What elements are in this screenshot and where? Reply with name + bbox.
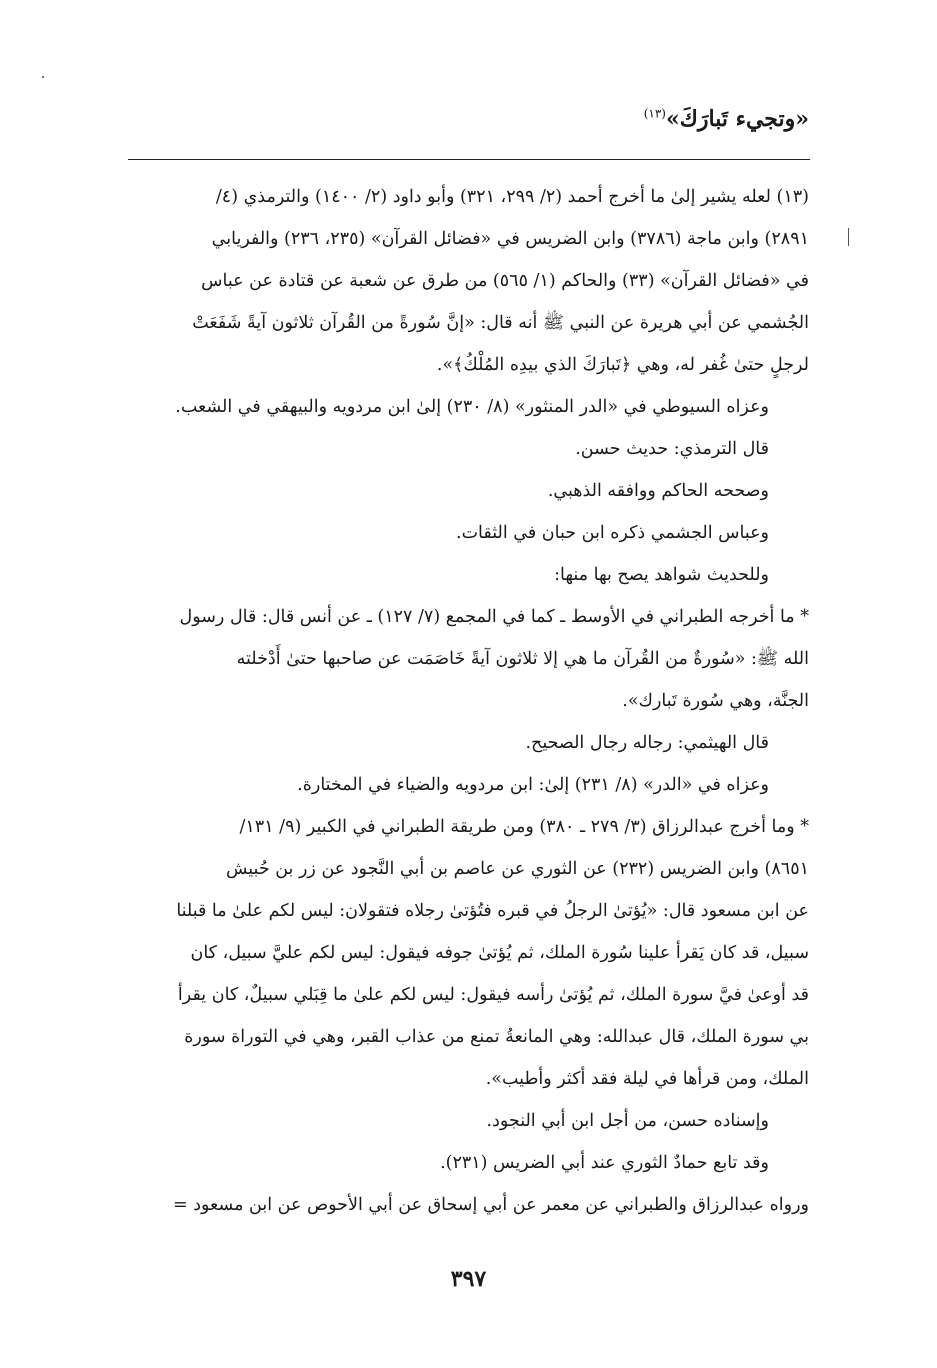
footnote-line: الملك، ومن قرأها في ليلة فقد أكثر وأطيب». xyxy=(485,1069,809,1089)
page-number: ٣٩٧ xyxy=(450,1266,487,1292)
footnote-line: بي سورة الملك، قال عبدالله: وهي المانعةُ تمنع من عذاب القبر، وهي في التوراة سورة xyxy=(184,1027,809,1047)
footnote-line: سبيل، قد كان يَقرأ علينا سُورة الملك، ثم يُؤتىٰ جوفه فيقول: ليس لكم عليَّ سبيل، كان xyxy=(190,943,809,963)
footnote-line: (١٣) لعله يشير إلىٰ ما أخرج أحمد (٢/ ٢٩٩، ٣٢١) وأبو داود (٢/ ١٤٠٠) والترمذي (٤/ xyxy=(215,187,809,207)
footnote-line: الجنَّة، وهي سُورة تَبارك». xyxy=(622,691,809,711)
footnote-line: لرجلٍ حتىٰ غُفر له، وهي ﴿تَبارَكَ الذي بيدِه المُلْكُ﴾». xyxy=(436,355,809,375)
footnote-line: وعباس الجشمي ذكره ابن حبان في الثقات. xyxy=(456,523,769,543)
footnote-divider xyxy=(128,159,810,160)
footnote-line: * وما أخرج عبدالرزاق (٣/ ٢٧٩ ـ ٣٨٠) ومن طريقة الطبراني في الكبير (٩/ ١٣١/ xyxy=(239,817,809,837)
footnotes-block xyxy=(119,176,809,1226)
footnote-line: وقد تابع حمادٌ الثوري عند أبي الضريس (٢٣١). xyxy=(440,1153,769,1173)
margin-pencil-mark xyxy=(848,228,849,246)
footnote-line: قد أوعىٰ فيَّ سورة الملك، ثم يُؤتىٰ رأسه فيقول: ليس لكم علىٰ ما قِبَلي سبيلٌ، كان يقرأ xyxy=(177,985,809,1005)
footnote-line: في «فضائل القرآن» (٣٣) والحاكم (١/ ٥٦٥) من طرق عن شعبة عن قتادة عن عباس xyxy=(201,271,809,291)
footnote-line: وإسناده حسن، من أجل ابن أبي النجود. xyxy=(486,1111,769,1131)
footnote-line: وعزاه السيوطي في «الدر المنثور» (٨/ ٢٣٠) إلىٰ ابن مردويه والبيهقي في الشعب. xyxy=(175,397,769,417)
main-text xyxy=(644,106,809,132)
footnote-line: * ما أخرجه الطبراني في الأوسط ـ كما في المجمع (٧/ ١٢٧) ـ عن أنس قال: قال رسول xyxy=(179,607,809,627)
footnote-line: قال الترمذي: حديث حسن. xyxy=(575,439,769,459)
footnote-line: قال الهيثمي: رجاله رجال الصحيح. xyxy=(525,733,769,753)
footnote-line: الجُشمي عن أبي هريرة عن النبي ﷺ أنه قال: «إنَّ سُورةً من القُرآن ثلاثون آيةً شَفَعَتْ xyxy=(192,313,809,333)
footnote-line: وصححه الحاكم ووافقه الذهبي. xyxy=(547,481,769,501)
footnote-reference: (١٣) xyxy=(643,106,666,121)
footnote-line: ٨٦٥١) وابن الضريس (٢٣٢) عن الثوري عن عاصم بن أبي النَّجود عن زر بن حُبيش xyxy=(225,859,809,879)
footnote-line: وعزاه في «الدر» (٨/ ٢٣١) إلىٰ: ابن مردويه والضياء في المختارة. xyxy=(297,775,769,795)
footnote-line: وللحديث شواهد يصح بها منها: xyxy=(554,565,769,585)
footnote-line: ٢٨٩١) وابن ماجة (٣٧٨٦) وابن الضريس في «فضائل القرآن» (٢٣٥، ٢٣٦) والفريابي xyxy=(211,229,809,249)
footnote-line: الله ﷺ: «سُورةٌ من القُرآن ما هي إلا ثلاثون آيةً خَاصَمَت عن صاحبها حتىٰ أَدْخلته xyxy=(236,649,809,669)
main-text-body: «وتجيء تَبارَكَ» xyxy=(665,106,809,132)
scan-speck xyxy=(42,76,44,78)
footnote-line: ورواه عبدالرزاق والطبراني عن معمر عن أبي إسحاق عن أبي الأحوص عن ابن مسعود = xyxy=(172,1195,809,1215)
footnote-line: عن ابن مسعود قال: «يُؤتىٰ الرجلُ في قبره فتُؤتىٰ رجلاه فتقولان: ليس لكم علىٰ ما قبلنا xyxy=(176,901,809,921)
